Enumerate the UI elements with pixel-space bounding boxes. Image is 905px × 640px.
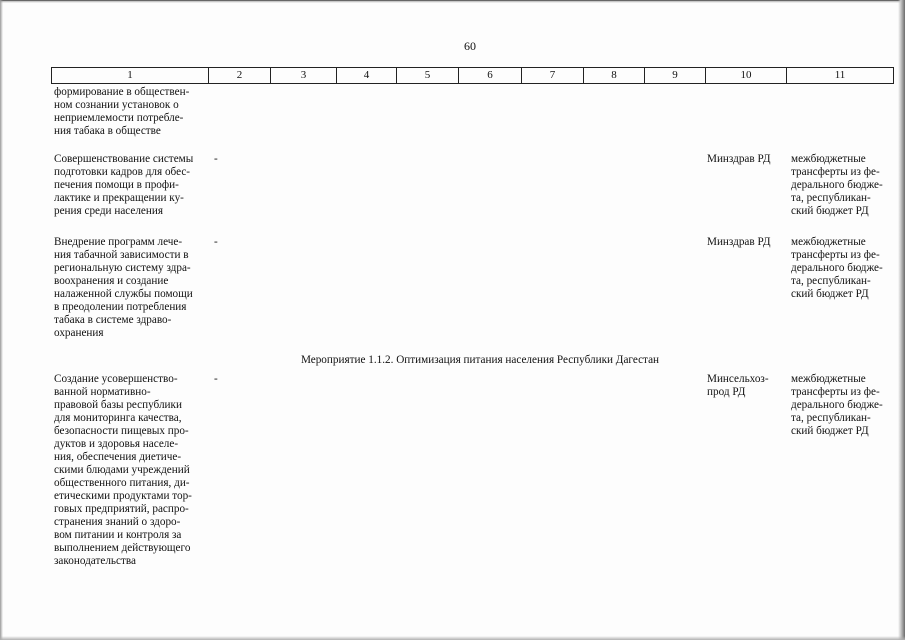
scan-edge-bottom — [0, 636, 905, 640]
table-row-4-source: межбюджетные трансферты из фе- дерального бюдже- та, республикан- ский бюджет РД — [791, 373, 883, 437]
column-header-6: 6 — [459, 68, 522, 83]
table-row-2-source: межбюджетные трансферты из фе- дерального бюдже- та, республикан- ский бюджет РД — [791, 153, 883, 217]
column-header-5: 5 — [397, 68, 459, 83]
section-heading: Мероприятие 1.1.2. Оптимизация питания населения Республики Дагестан — [300, 354, 660, 366]
column-header-9: 9 — [645, 68, 706, 83]
scan-edge-left — [0, 0, 3, 640]
column-header-11: 11 — [787, 68, 894, 83]
column-header-1: 1 — [52, 68, 209, 83]
table-row-2-executor: Минздрав РД — [707, 153, 771, 165]
table-row-4-measure: Создание усовершенство- ванной нормативно- правовой базы республики для мониторинга качества, безопасности пищевых про- дуктов и здоровья населе- ния, обеспечения диетиче- скими блюдами учреждений общественного питания, ди- етическими продуктами тор- говых предприятий, распро- странения знаний о здоро- вом питании и контроля за выполнением действующего законодательства — [54, 373, 192, 567]
column-header-10: 10 — [706, 68, 787, 83]
table-row-1-measure: формирование в обществен- ном сознании установок о неприемлемости потребле- ния табака в обществе — [54, 86, 190, 137]
table-row-2-dash: - — [214, 153, 218, 165]
column-header-7: 7 — [522, 68, 584, 83]
scan-edge-right — [898, 0, 905, 640]
table-row-4-dash: - — [214, 373, 218, 385]
table-row-3-executor: Минздрав РД — [707, 236, 771, 248]
column-header-8: 8 — [584, 68, 645, 83]
column-header-2: 2 — [209, 68, 271, 83]
page-number: 60 — [464, 39, 476, 53]
table-row-2-measure: Совершенствование системы подготовки кадров для обес- печения помощи в профи- лактике и прекращении ку- рения среди населения — [54, 153, 194, 217]
table-row-3-dash: - — [214, 236, 218, 248]
table-row-3-measure: Внедрение программ лече- ния табачной зависимости в региональную систему здра- воохранения и создание налаженной службы помощи в преодолении потребления табака в системе здраво- охранения — [54, 236, 193, 339]
table-header-row — [51, 67, 894, 84]
table-row-3-source: межбюджетные трансферты из фе- дерального бюдже- та, республикан- ский бюджет РД — [791, 236, 883, 300]
column-header-4: 4 — [337, 68, 397, 83]
column-header-3: 3 — [271, 68, 337, 83]
scan-edge-top — [0, 0, 905, 3]
table-row-4-executor: Минсельхоз- прод РД — [707, 373, 769, 398]
